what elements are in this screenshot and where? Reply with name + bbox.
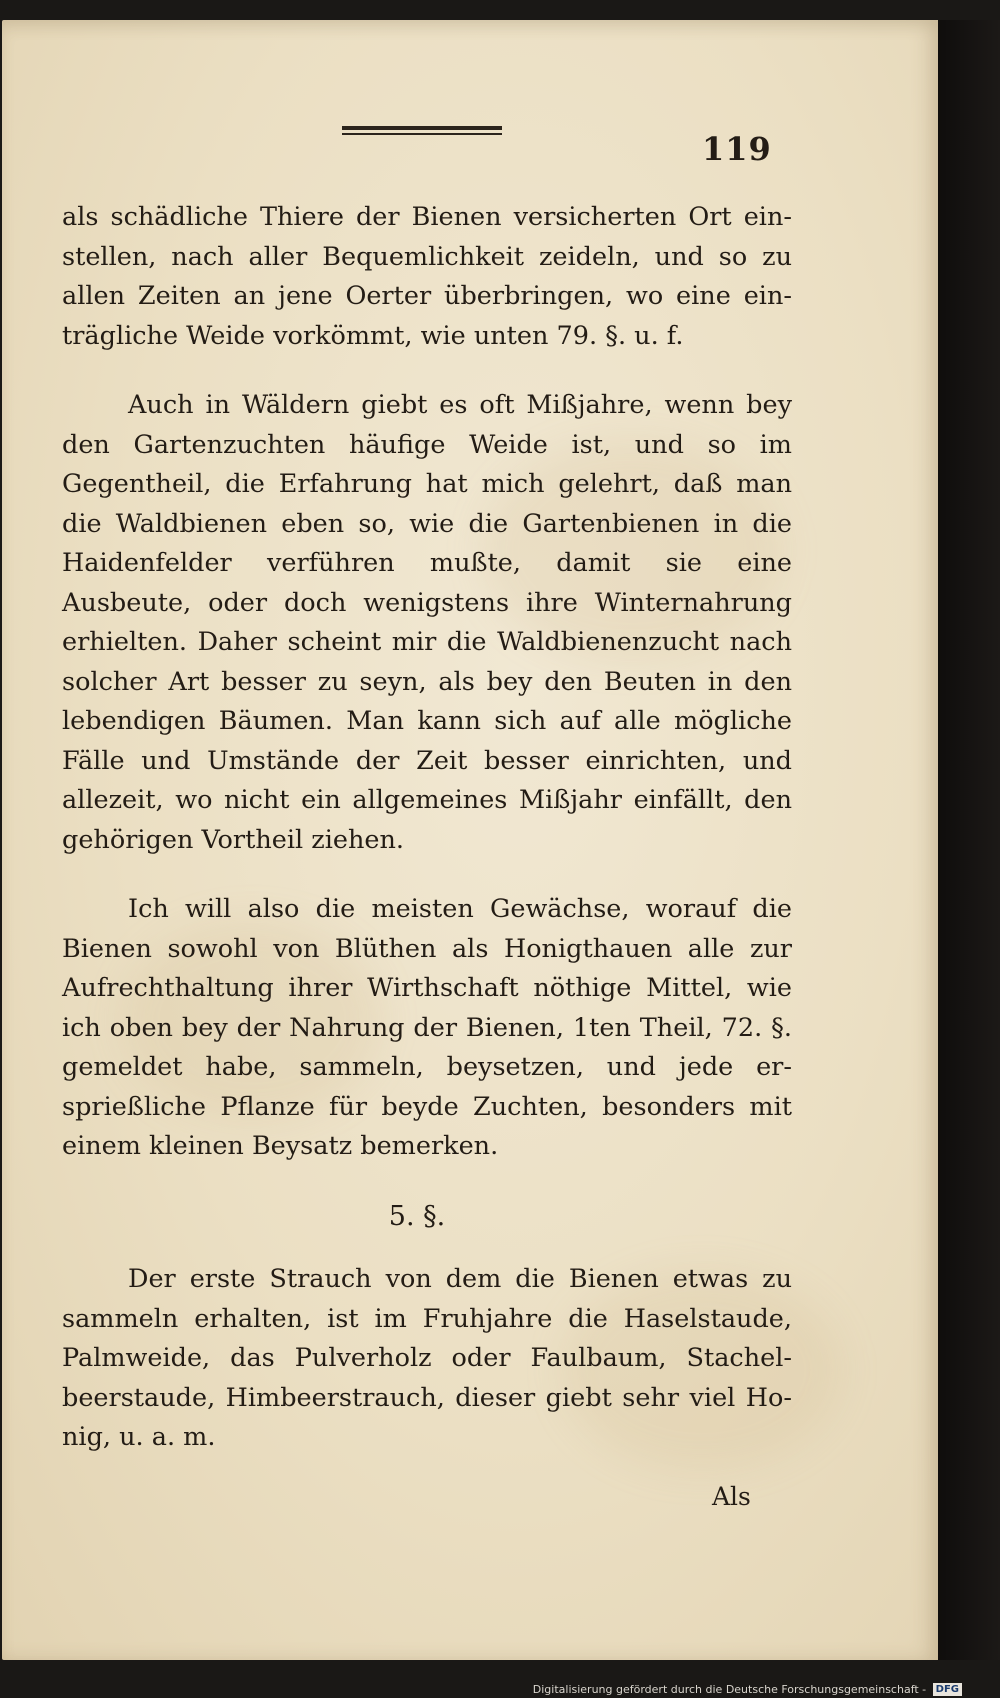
catchword: Als [712,1482,751,1511]
page-edge-shadow [938,20,1000,1660]
book-page [2,20,938,1660]
dfg-logo-icon: DFG [933,1683,962,1696]
paragraph-3: Ich will also die meisten Gewächse, worauf die Bienen sowohl von Blüthen als Honigthauen alle zur Aufrechthaltung ihrer Wirthschaft nöthige Mittel, wie ich oben bey der Nahrung der Bienen, 1ten Theil, 72. §. gemeldet habe, sammeln, beysetzen, und jede ersprießliche Pflanze für beyde Zuchten, besonders mit einem kleinen Beysatz bemerken. [62,894,792,1161]
section-paragraph: Der erste Strauch von dem die Bienen etwas zu sammeln erhalten, ist im Fruhjahre die Haselstaude, Palmweide, das Pulverholz oder Faulbaum, Stachelbeerstaude, Himbeerstrauch, dieser giebt sehr viel Honig, u. a. m. [62,1264,792,1452]
section-heading: 5. §. [388,1200,446,1232]
credit-text: Digitalisierung gefördert durch die Deutsche Forschungsgemeinschaft - [532,1682,927,1696]
page-body [62,198,792,1458]
header-rule [342,126,502,136]
paragraph-1: als schädliche Thiere der Bienen versicherten Ort einstellen, nach aller Bequemlichkeit zeideln, und so zu allen Zeiten an jene Oerter überbringen, wo eine einträgliche Weide vorkömmt, wie unten 79. §. u. f. [62,202,792,351]
page-number: 119 [702,130,772,168]
paragraph-2: Auch in Wäldern giebt es oft Mißjahre, wenn bey den Gartenzuchten häufige Weide ist, und so im Gegentheil, die Erfahrung hat mich gelehrt, daß man die Waldbienen eben so, wie die Gartenbienen in die Haidenfelder verführen mußte, damit sie eine Ausbeute, oder doch wenigstens ihre Winternahrung erhielten. Daher scheint mir die Waldbienenzucht nach solcher Art besser zu seyn, als bey den Beuten in den lebendigen Bäumen. Man kann sich auf alle mögliche Fälle und Umstände der Zeit besser einrichten, und allezeit, wo nicht ein allgemeines Mißjahr einfällt, den gehörigen Vortheil ziehen. [62,390,792,855]
digitization-credit [533,1683,962,1697]
